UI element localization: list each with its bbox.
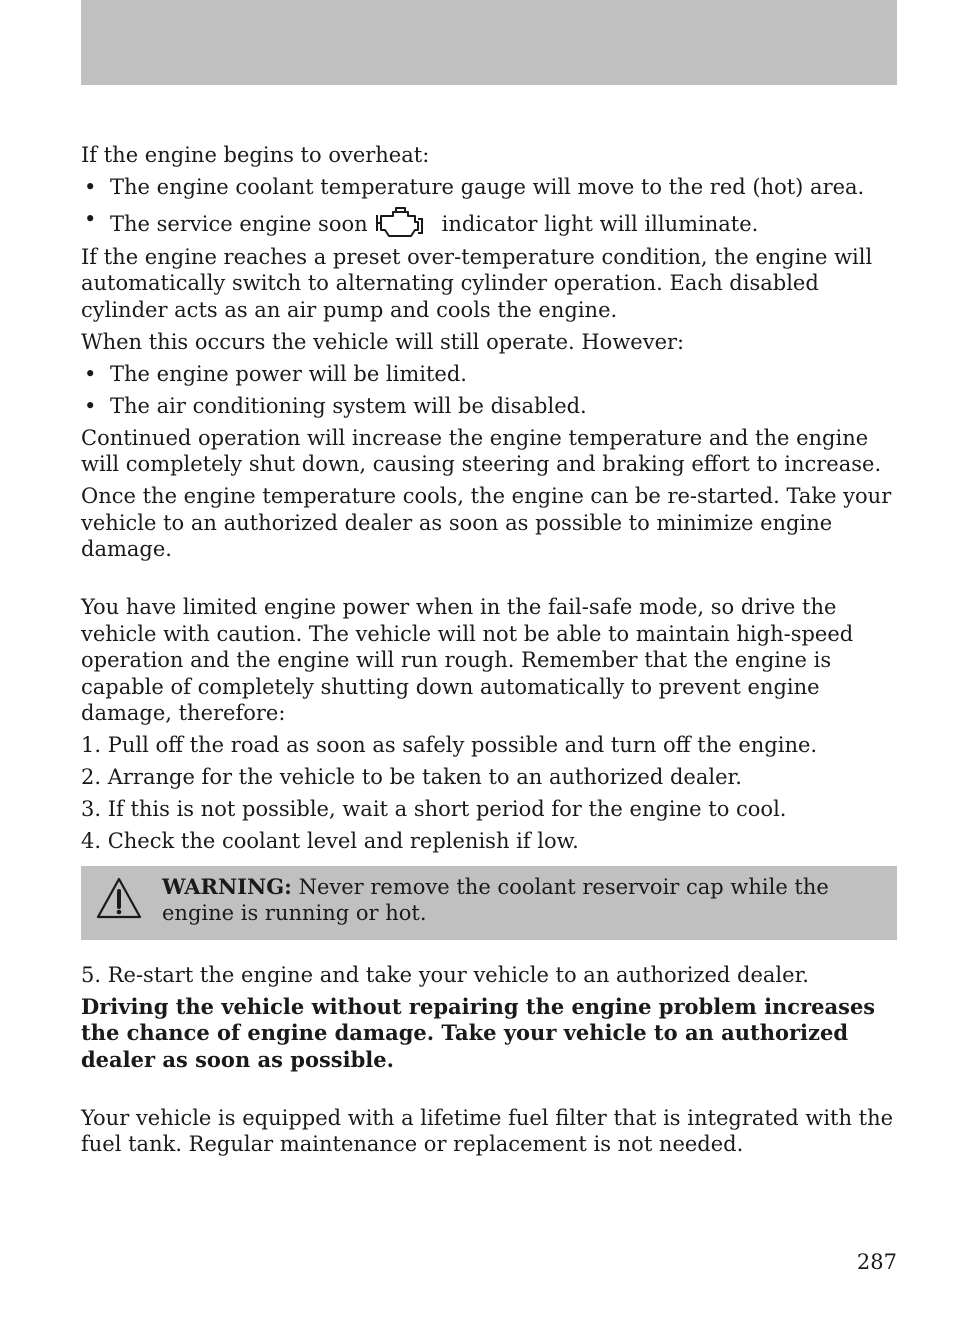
header-band bbox=[81, 0, 897, 85]
section-gap bbox=[81, 568, 897, 594]
section-gap bbox=[81, 1079, 897, 1105]
overheat-symptom-list bbox=[81, 174, 897, 238]
warning-triangle-icon bbox=[95, 876, 143, 920]
fail-safe-steps bbox=[81, 732, 897, 855]
continued-operation-paragraph: Continued operation will increase the engine temperature and the engine will completely shut down, causing steering and braking effort to increase. bbox=[81, 425, 882, 476]
spacer bbox=[81, 940, 897, 951]
still-operate-paragraph: When this occurs the vehicle will still operate. However: bbox=[81, 329, 685, 354]
list-item: 4. Check the coolant level and replenish if low. bbox=[81, 829, 579, 853]
fuel-filter-paragraph: Your vehicle is equipped with a lifetime fuel filter that is integrated with the fuel tank. Regular maintenance or replacement is not needed. bbox=[81, 1105, 894, 1156]
page-content bbox=[81, 142, 897, 1163]
warning-text bbox=[162, 874, 877, 927]
list-item: 2. Arrange for the vehicle to be taken to an authorized dealer. bbox=[81, 765, 742, 789]
limitations-list bbox=[81, 361, 897, 420]
over-temperature-paragraph: If the engine reaches a preset over-temperature condition, the engine will automatically switch to alternating cylinder operation. Each disabled cylinder acts as an air pump and cools the engine. bbox=[81, 244, 873, 322]
page-number: 287 bbox=[856, 1250, 897, 1274]
list-item: 3. If this is not possible, wait a short period for the engine to cool. bbox=[81, 797, 787, 821]
list-item: • The engine coolant temperature gauge will move to the red (hot) area. bbox=[81, 174, 897, 201]
warning-box bbox=[81, 866, 897, 940]
step-five: 5. Re-start the engine and take your vehicle to an authorized dealer. bbox=[81, 962, 809, 987]
list-item: • The air conditioning system will be disabled. bbox=[81, 393, 897, 420]
spacer bbox=[81, 951, 897, 962]
list-item: • The service engine soon indicator light will illuminate. bbox=[81, 206, 897, 238]
restart-paragraph: Once the engine temperature cools, the engine can be re-started. Take your vehicle to an authorized dealer as soon as possible to minimize engine damage. bbox=[81, 484, 892, 561]
overheat-intro: If the engine begins to overheat: bbox=[81, 143, 430, 167]
list-item: 1. Pull off the road as soon as safely possible and turn off the engine. bbox=[81, 733, 818, 757]
list-item: • The engine power will be limited. bbox=[81, 361, 897, 388]
warning-label: WARNING: bbox=[162, 873, 292, 899]
check-engine-icon bbox=[374, 206, 424, 238]
fail-safe-paragraph: You have limited engine power when in the fail-safe mode, so drive the vehicle with caution. The vehicle will not be able to maintain high-speed operation and the engine will run rough. Remember that the engine is capable of completely shutting down automatically to prevent engine damage, therefore: bbox=[81, 595, 854, 725]
damage-note: Driving the vehicle without repairing the engine problem increases the chance of engine damage. Take your vehicle to an authorized dealer as soon as possible. bbox=[81, 993, 876, 1072]
warning-message: Never remove the coolant reservoir cap while the engine is running or hot. bbox=[162, 874, 829, 925]
